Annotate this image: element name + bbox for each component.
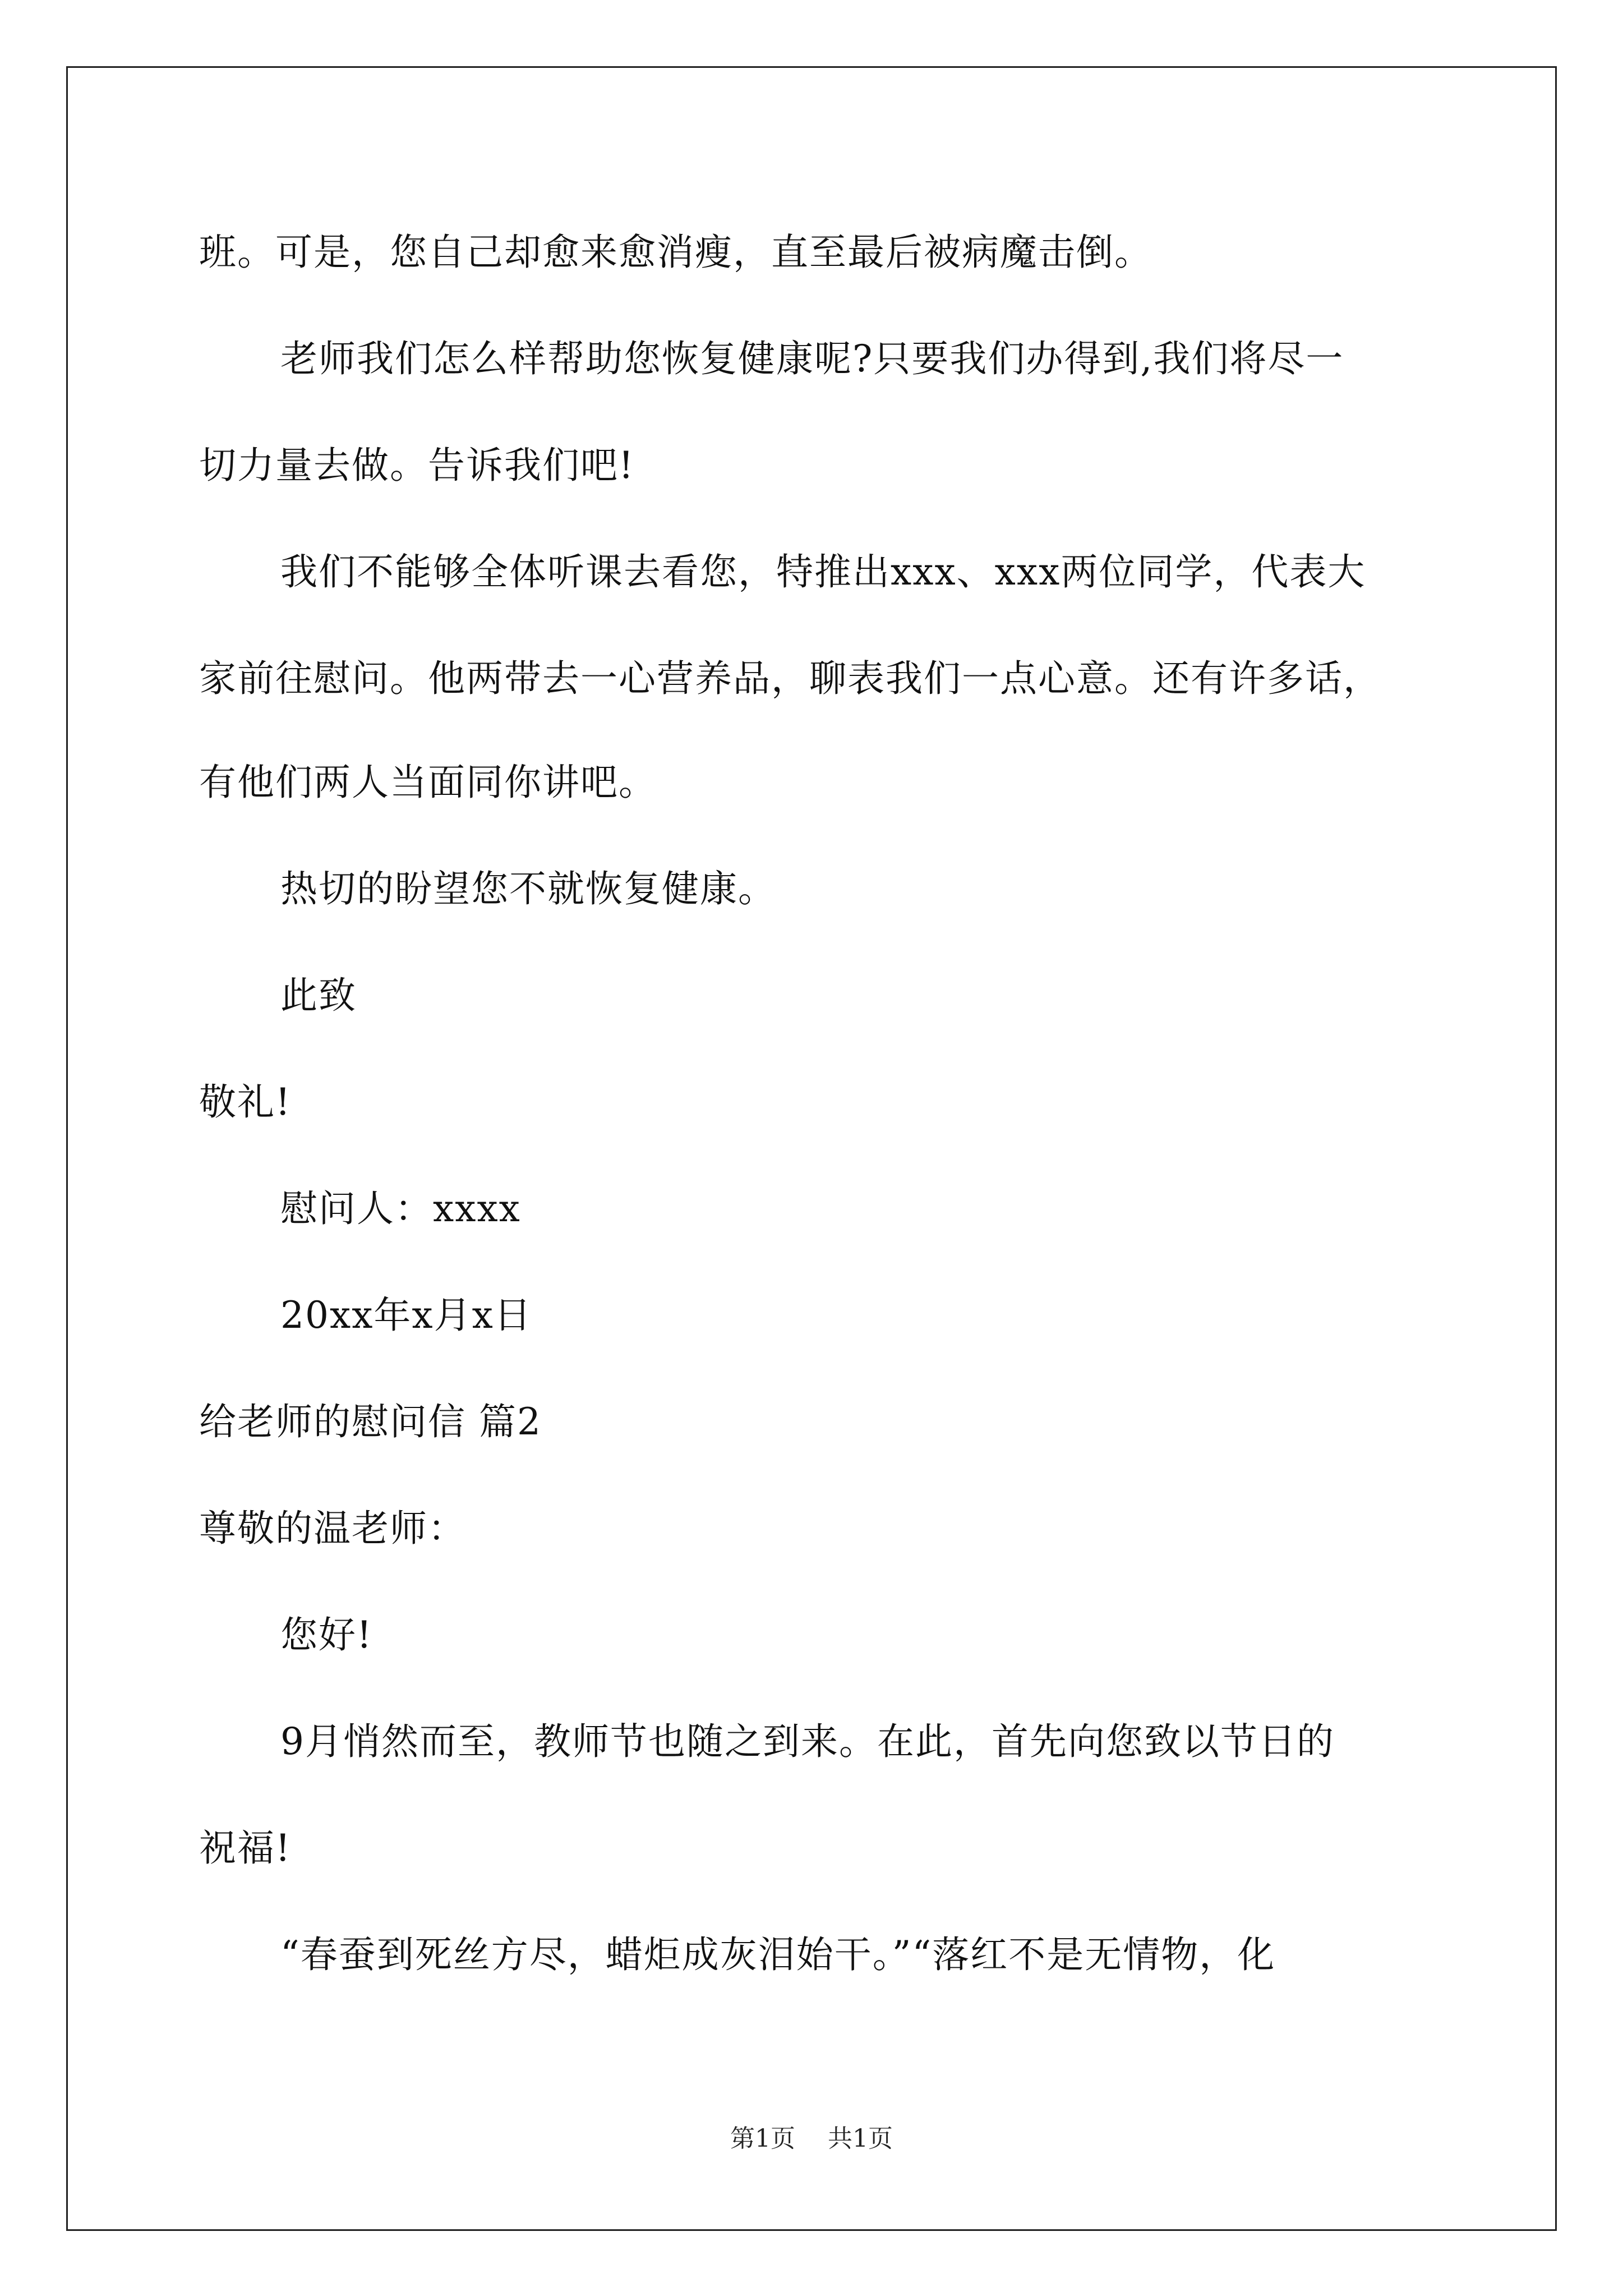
paragraph-line: 我们不能够全体听课去看您，特推出xxx、xxx两位同学，代表大 — [280, 550, 1366, 593]
paragraph-line: “春蚕到死丝方尽，蜡炬成灰泪始干。”“落红不是无情物，化 — [280, 1933, 1276, 1976]
paragraph-line: 老师我们怎么样帮助您恢复健康呢?只要我们办得到,我们将尽一 — [280, 337, 1344, 380]
paragraph-line: 有他们两人当面同你讲吧。 — [199, 761, 657, 804]
greeting-hello: 您好! — [280, 1613, 373, 1657]
greeting: 尊敬的温老师： — [199, 1507, 466, 1550]
closing-salutation: 此致 — [280, 974, 357, 1017]
page-number: 第1页 — [730, 2124, 795, 2153]
paragraph-line: 热切的盼望您不就恢复健康。 — [280, 867, 776, 910]
page-frame — [66, 66, 1557, 2231]
closing-regards: 敬礼! — [199, 1080, 292, 1124]
page-footer — [0, 2123, 1623, 2155]
paragraph-line: 9月悄然而至，教师节也随之到来。在此，首先向您致以节日的 — [280, 1720, 1335, 1763]
paragraph-line: 祝福! — [199, 1826, 292, 1870]
page-total: 共1页 — [828, 2124, 893, 2153]
paragraph-line: 切力量去做。告诉我们吧! — [199, 444, 635, 487]
sender-name: 慰问人：xxxx — [280, 1187, 521, 1230]
section-heading: 给老师的慰问信 篇2 — [199, 1400, 542, 1443]
letter-date: 20xx年x月x日 — [280, 1294, 532, 1337]
paragraph-line: 家前往慰问。他两带去一心营养品，聊表我们一点心意。还有许多话， — [199, 657, 1381, 700]
paragraph-line: 班。可是，您自己却愈来愈消瘦，直至最后被病魔击倒。 — [199, 231, 1152, 274]
